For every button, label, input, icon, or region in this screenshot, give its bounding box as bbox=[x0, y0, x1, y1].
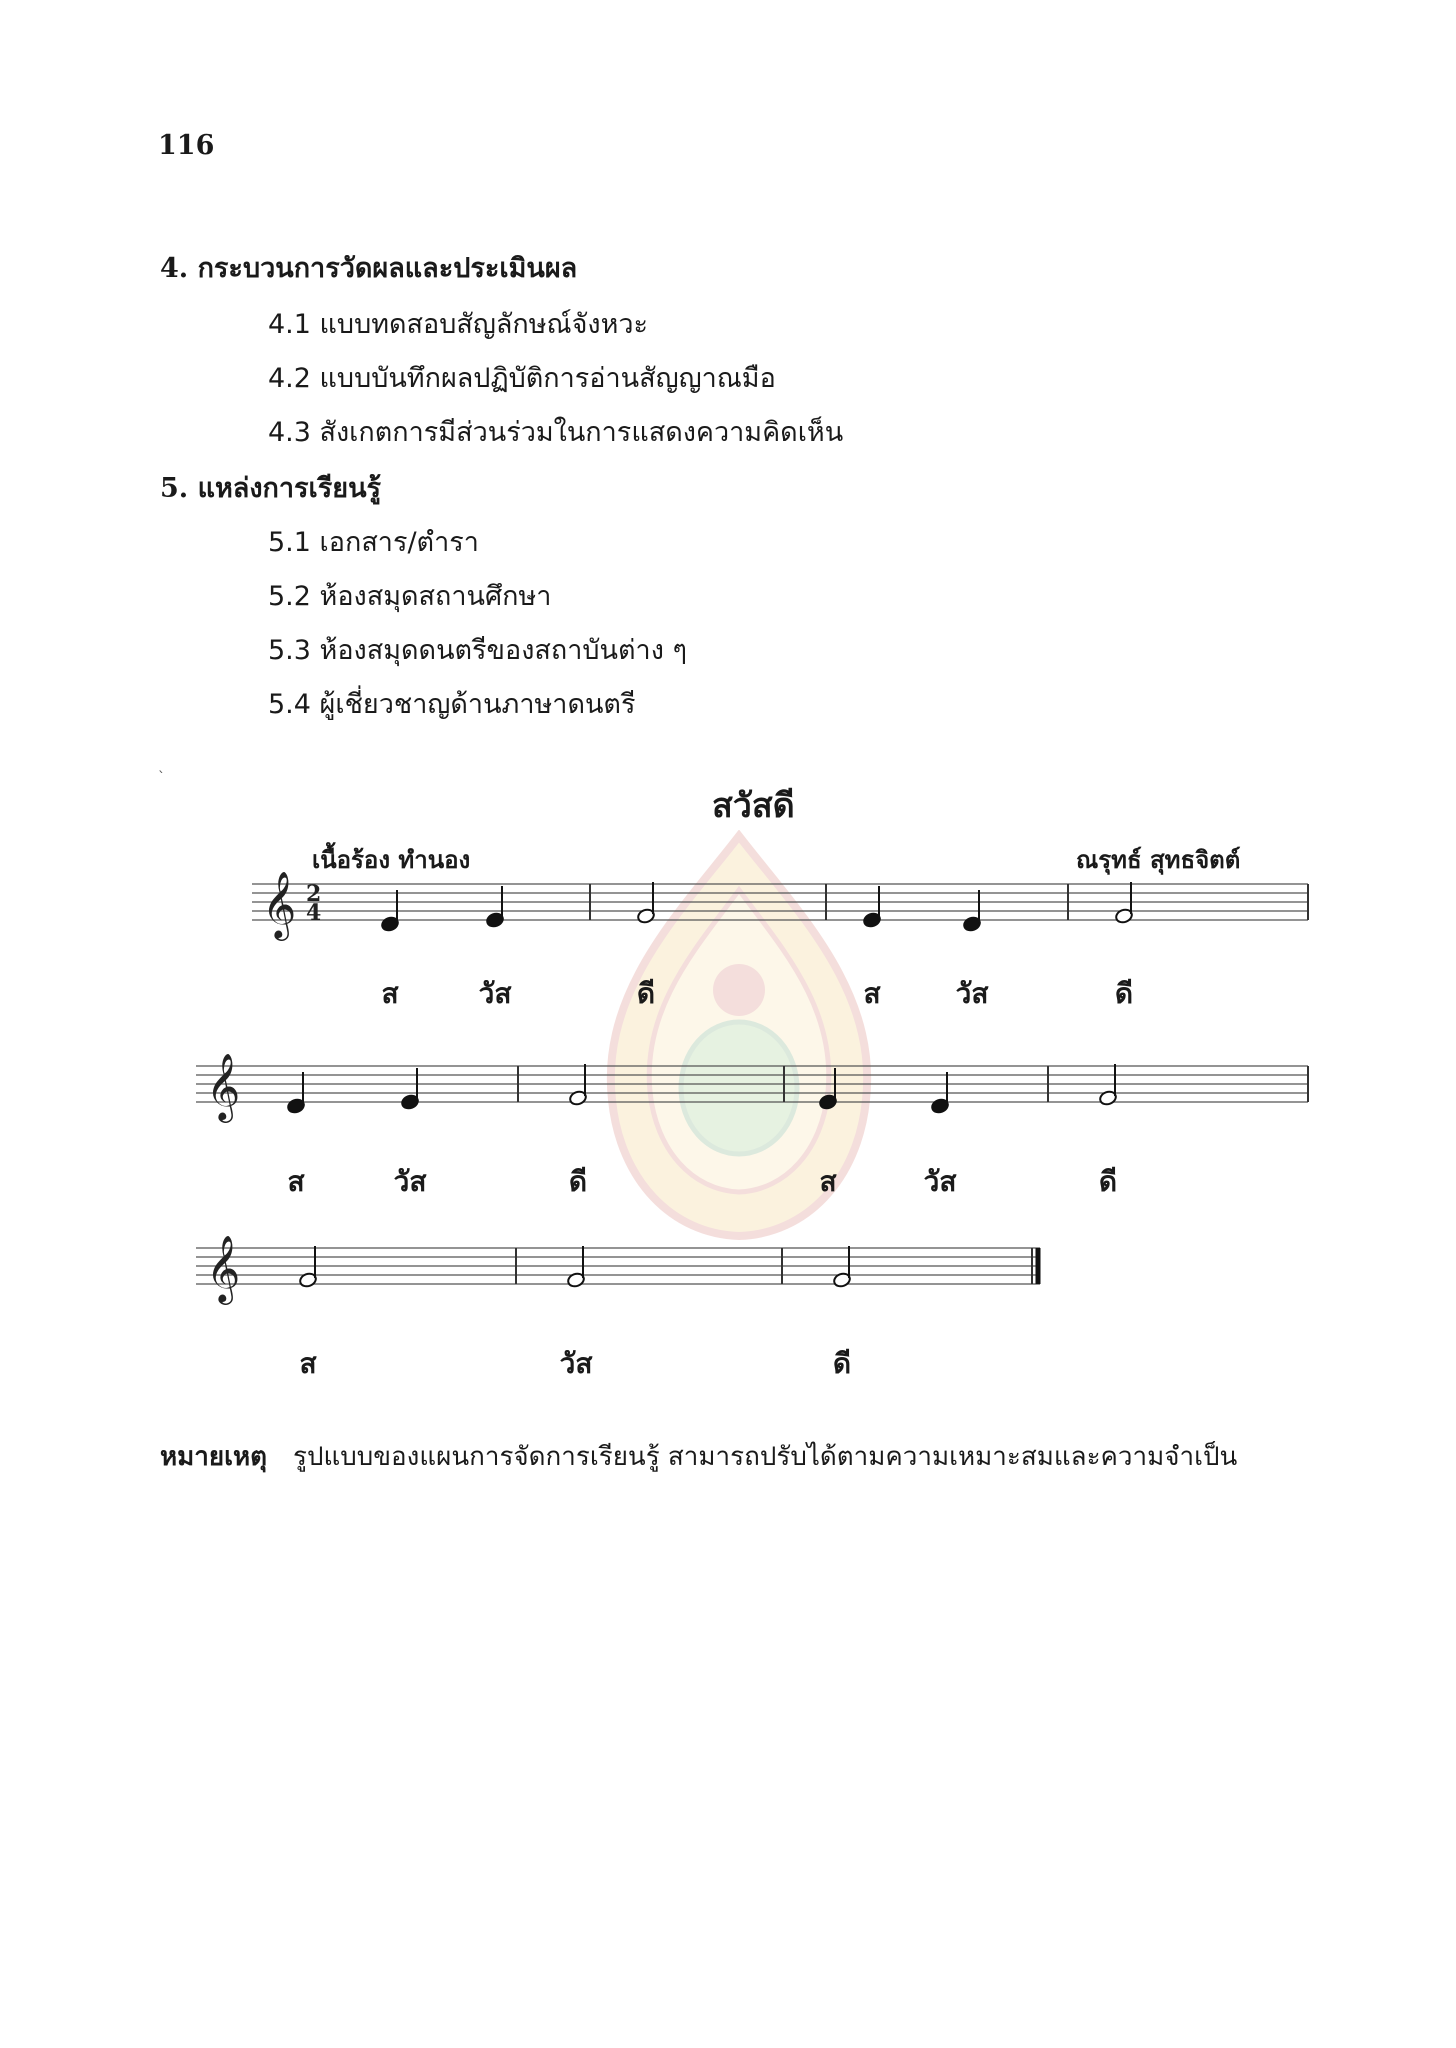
time-signature-bottom: 4 bbox=[306, 900, 322, 926]
lyric-syllable: ดี bbox=[1114, 977, 1134, 1010]
section-4-item: 4.3 สังเกตการมีส่วนร่วมในการแสดงความคิดเห็น bbox=[268, 417, 844, 448]
song-title: สวัสดี bbox=[712, 786, 795, 826]
composer-name: ณรุทธ์ สุทธจิตต์ bbox=[1076, 845, 1241, 874]
time-signature-top: 2 bbox=[306, 881, 322, 907]
half-note bbox=[566, 1272, 585, 1289]
quarter-note bbox=[400, 1094, 419, 1111]
quarter-note bbox=[930, 1098, 949, 1115]
quarter-note bbox=[962, 916, 981, 933]
quarter-note bbox=[485, 912, 504, 929]
lyric-syllable: ส bbox=[819, 1165, 837, 1198]
lyric-syllable: ส bbox=[287, 1165, 305, 1198]
lyric-syllable: ดี bbox=[636, 977, 656, 1010]
section-5-heading: 5. แหล่งการเรียนรู้ bbox=[160, 473, 382, 504]
lyric-syllable: ดี bbox=[568, 1165, 588, 1198]
footnote bbox=[160, 1436, 1237, 1477]
lyric-syllable: ส bbox=[299, 1347, 317, 1380]
stray-mark: ` bbox=[158, 770, 165, 786]
treble-clef: 𝄞 bbox=[206, 1052, 241, 1120]
lyric-syllable: ดี bbox=[832, 1347, 852, 1380]
half-note bbox=[832, 1272, 851, 1289]
lyric-syllable: วัส bbox=[393, 1165, 427, 1198]
treble-clef: 𝄞 bbox=[262, 870, 297, 938]
seal-watermark bbox=[596, 830, 882, 1242]
section-4-item: 4.2 แบบบันทึกผลปฏิบัติการอ่านสัญญาณมือ bbox=[268, 363, 776, 394]
lyric-syllable: วัส bbox=[559, 1347, 593, 1380]
lyric-syllable: วัส bbox=[478, 977, 512, 1010]
quarter-note bbox=[380, 916, 399, 933]
section-5-item: 5.1 เอกสาร/ตำรา bbox=[268, 527, 479, 558]
lyric-syllable: ส bbox=[381, 977, 399, 1010]
lyric-syllable: วัส bbox=[955, 977, 989, 1010]
half-note bbox=[1114, 908, 1133, 925]
page-number: 116 bbox=[158, 130, 215, 161]
treble-clef: 𝄞 bbox=[206, 1234, 241, 1302]
quarter-note bbox=[286, 1098, 305, 1115]
lyric-syllable: ส bbox=[863, 977, 881, 1010]
lyric-syllable: วัส bbox=[923, 1165, 957, 1198]
section-4-heading: 4. กระบวนการวัดผลและประเมินผล bbox=[160, 253, 578, 284]
section-5-item: 5.4 ผู้เชี่ยวชาญด้านภาษาดนตรี bbox=[268, 689, 636, 720]
half-note bbox=[568, 1090, 587, 1107]
half-note bbox=[1098, 1090, 1117, 1107]
lyricist-label: เนื้อร้อง ทำนอง bbox=[312, 845, 471, 874]
section-4-item: 4.1 แบบทดสอบสัญลักษณ์จังหวะ bbox=[268, 309, 649, 340]
footnote-text: รูปแบบของแผนการจัดการเรียนรู้ สามารถปรับได้ตามความเหมาะสมและความจำเป็น bbox=[293, 1442, 1238, 1472]
section-5-item: 5.3 ห้องสมุดดนตรีของสถาบันต่าง ๆ bbox=[268, 635, 687, 666]
footnote-label: หมายเหตุ bbox=[160, 1442, 268, 1472]
half-note bbox=[298, 1272, 317, 1289]
lyric-syllable: ดี bbox=[1098, 1165, 1118, 1198]
section-5-item: 5.2 ห้องสมุดสถานศึกษา bbox=[268, 581, 552, 612]
